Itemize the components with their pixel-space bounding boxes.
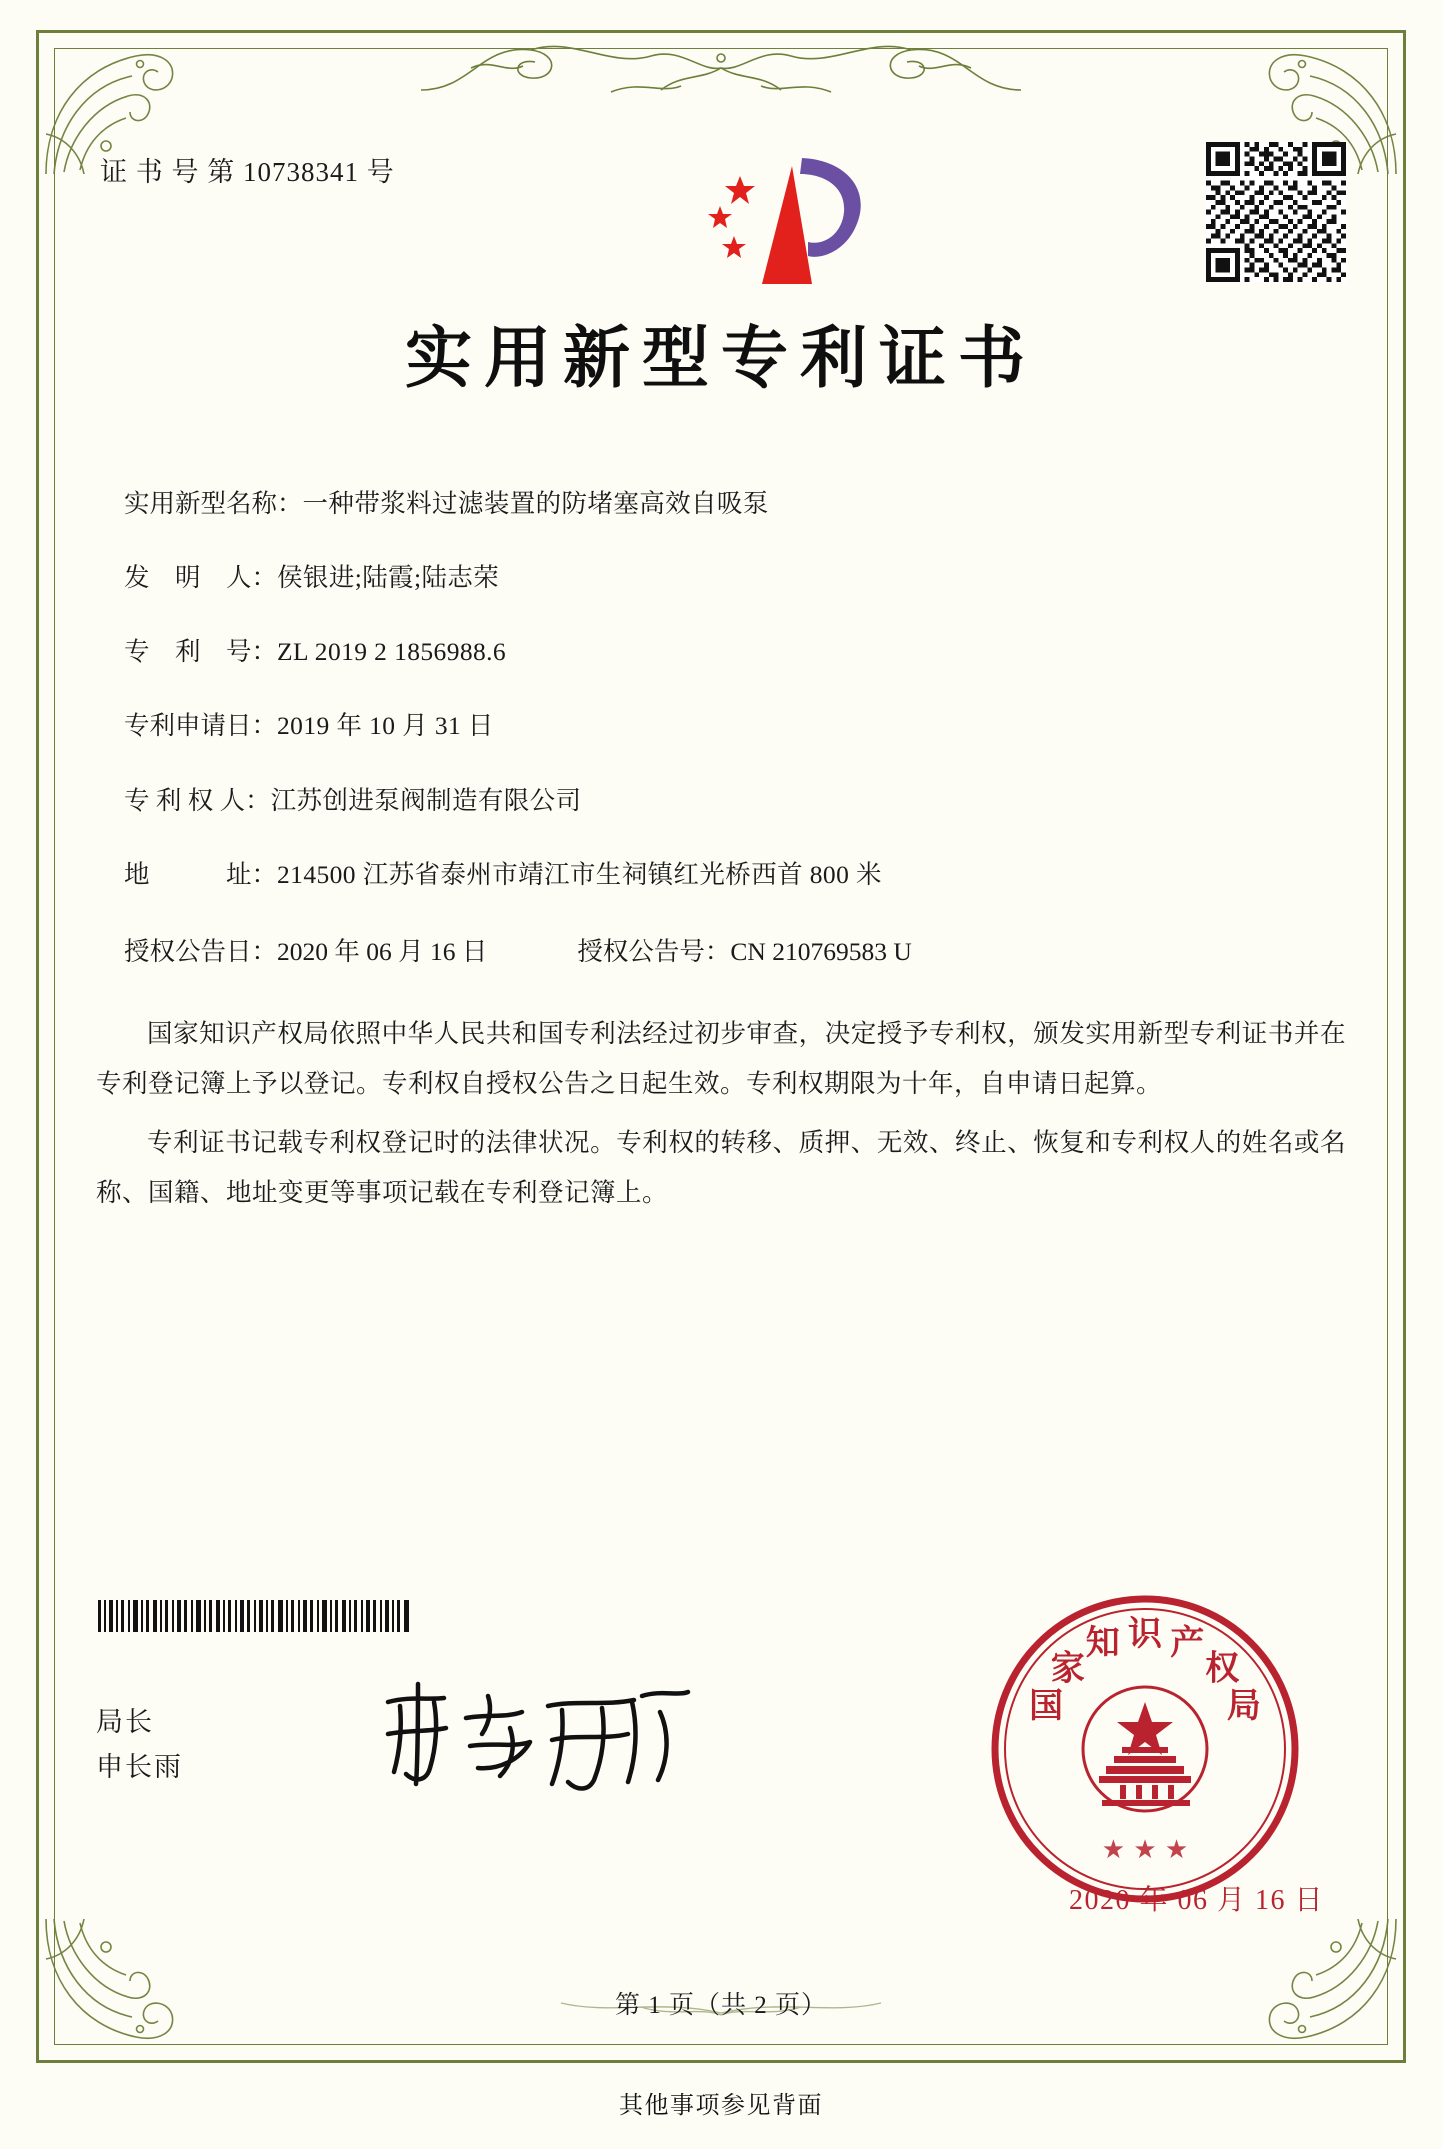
field-value: 江苏创进泵阀制造有限公司	[270, 785, 582, 815]
field-label: 专利申请日：	[124, 711, 278, 741]
grant-number-segment	[577, 932, 911, 968]
grant-date-segment	[124, 932, 487, 968]
field-grant-row	[124, 932, 1346, 968]
field-patentee	[124, 784, 1346, 817]
field-utility-model-name	[124, 487, 1346, 520]
legal-paragraph-2: 专利证书记载专利权登记时的法律状况。专利权的转移、质押、无效、终止、恢复和专利权人的姓名或名称、国籍、地址变更等事项记载在专利登记簿上。	[96, 1128, 1346, 1207]
field-label: 地 址：	[124, 859, 278, 889]
top-ornament-icon	[411, 28, 1031, 102]
field-value: 214500 江苏省泰州市靖江市生祠镇红光桥西首 800 米	[277, 859, 882, 889]
director-name: 申长雨	[96, 1751, 183, 1782]
svg-text:权: 权	[1205, 1648, 1240, 1689]
qr-code	[1206, 142, 1346, 282]
svg-text:★ ★ ★: ★ ★ ★	[1101, 1835, 1189, 1865]
signature-block	[96, 1700, 183, 1789]
svg-text:产: 产	[1170, 1622, 1205, 1663]
svg-text:知: 知	[1085, 1622, 1120, 1663]
field-label: 授权公告日：	[124, 936, 278, 966]
field-value: CN 210769583 U	[730, 936, 912, 966]
field-value: ZL 2019 2 1856988.6	[277, 637, 507, 667]
svg-text:局: 局	[1226, 1685, 1261, 1726]
official-seal	[986, 1590, 1304, 1908]
certificate-number: 证 书 号 第 10738341 号	[100, 157, 395, 187]
director-role-label: 局长	[96, 1707, 154, 1737]
footnote: 其他事项参见背面	[619, 2093, 823, 2119]
page-title: 实用新型专利证书	[405, 318, 1037, 397]
field-value: 一种带浆料过滤装置的防堵塞高效自吸泵	[302, 489, 769, 518]
corner-ornament-icon	[40, 1909, 190, 2059]
field-label: 发 明 人：	[124, 563, 278, 593]
field-value: 2019 年 10 月 31 日	[277, 711, 494, 741]
legal-paragraph-1: 国家知识产权局依照中华人民共和国专利法经过初步审查，决定授予专利权，颁发实用新型专利证书并在专利登记簿上予以登记。专利权自授权公告之日起生效。专利权期限为十年，自申请日起算。	[96, 1018, 1346, 1098]
field-label: 专 利 权 人：	[124, 785, 271, 815]
page-indicator: 第 1 页（共 2 页）	[614, 1992, 827, 2019]
seal-date: 2020 年 06 月 16 日	[1068, 1885, 1324, 1916]
field-application-date	[124, 709, 1346, 742]
svg-text:识: 识	[1128, 1614, 1162, 1654]
field-list	[124, 487, 1346, 968]
handwritten-signature-icon	[370, 1672, 700, 1802]
field-value: 2020 年 06 月 16 日	[277, 936, 488, 966]
field-label: 专 利 号：	[124, 637, 278, 667]
field-inventors	[124, 561, 1346, 594]
field-label: 授权公告号：	[577, 936, 731, 966]
svg-text:家: 家	[1050, 1648, 1085, 1689]
field-patent-number	[124, 635, 1346, 668]
svg-text:国: 国	[1029, 1685, 1064, 1726]
field-address	[124, 858, 1346, 891]
field-label: 实用新型名称：	[124, 489, 303, 518]
cnipa-logo-icon	[696, 150, 896, 300]
barcode	[96, 1600, 516, 1632]
field-value: 侯银进;陆霞;陆志荣	[277, 563, 500, 593]
certificate-content	[96, 150, 1346, 1218]
corner-ornament-icon	[1252, 1909, 1402, 2059]
